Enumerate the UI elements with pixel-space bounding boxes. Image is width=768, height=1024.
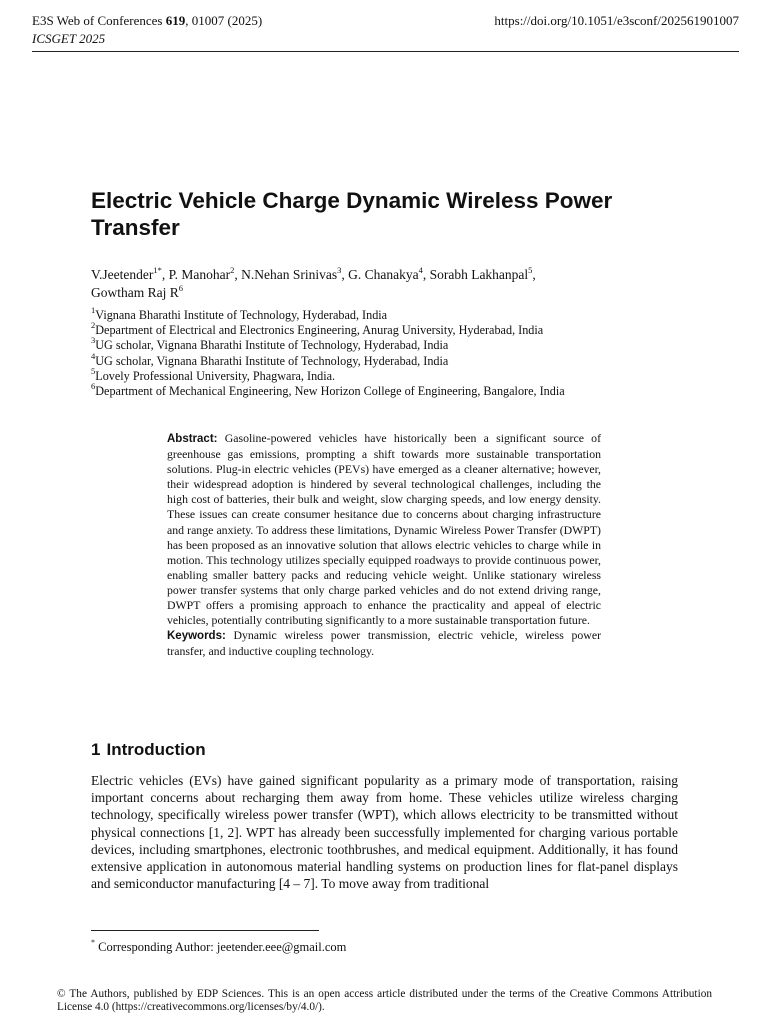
footnote [91, 936, 346, 955]
keywords-label: Keywords: [167, 630, 226, 643]
author-list [91, 266, 661, 302]
author-separator: , [161, 267, 169, 282]
affiliation [91, 350, 691, 369]
affiliation-text: Department of Electrical and Electronics Engineering, Anurag University, Hyderabad, India [95, 323, 544, 338]
abstract-text: Gasoline-powered vehicles have historically been a significant source of greenhouse gas emissions, prompting a shift towards more sustainable transportation solutions. Plug-in electric vehicles (PEVs) have emerged as a cleaner alternative; however, their widespread adoption is hindered by several technological challenges, including the high cost of batteries, their bulk and weight, slow charging speeds, and low energy density. These issues can create consumer hesitance due to concerns about charging infrastructure and range anxiety. To address these limitations, Dynamic Wireless Power Transfer (DWPT) has been proposed as an innovative solution that allows electric vehicles to charge while in motion. This technology utilizes specially equipped roadways to provide continuous power, enabling smaller battery packs and reducing vehicle weight. Unlike stationary wireless power transfer systems that only charge parked vehicles and do not extend driving range, DWPT offers a promising approach to enhance the practicality and appeal of electric vehicles, potentially contributing significantly to a more sustainable transportation future. [167, 431, 602, 628]
header-divider [32, 51, 739, 52]
affiliation [91, 304, 691, 323]
abstract-block [167, 431, 601, 659]
running-header-left [32, 12, 262, 48]
author [91, 264, 169, 282]
author-separator: , [341, 267, 349, 282]
author-separator: , [234, 267, 242, 282]
affiliation-mark: 3 [91, 335, 96, 346]
journal-citation [32, 12, 262, 30]
keywords-text: Dynamic wireless power transmission, electric vehicle, wireless power transfer, and inductive coupling technology. [167, 628, 601, 659]
author [168, 264, 242, 282]
affiliation-text: Department of Mechanical Engineering, New Horizon College of Engineering, Bangalore, India [95, 384, 565, 399]
author-affiliation-mark: 2 [230, 264, 235, 275]
abstract-paragraph [167, 431, 601, 628]
footnote-mark: * [91, 938, 95, 947]
author-name: Sorabh Lakhanpal [429, 267, 529, 282]
section-heading [91, 739, 206, 761]
author-affiliation-mark: 3 [337, 264, 342, 275]
author-name: P. Manohar [168, 267, 231, 282]
affiliation-mark: 4 [91, 350, 96, 361]
author-affiliation-mark: 4 [418, 264, 423, 275]
affiliation-mark: 6 [91, 380, 96, 391]
author-name: N.Nehan Srinivas [241, 267, 338, 282]
introduction-body [91, 772, 678, 892]
author-name: V.Jeetender [91, 267, 154, 282]
author [348, 264, 430, 282]
footnote-divider [91, 930, 319, 931]
affiliation [91, 365, 691, 384]
affiliation-list [91, 304, 691, 399]
affiliation [91, 335, 691, 353]
license-notice: © The Authors, published by EDP Sciences. This is an open access article distributed under the terms of the Creative Commons Attribution License 4.0 (https://creativecommons.org/licenses/by/4.0/). [57, 988, 712, 1013]
author-separator: , [532, 267, 536, 282]
doi-link[interactable]: https://doi.org/10.1051/e3sconf/202561901007 [494, 13, 739, 28]
author-name: G. Chanakya [348, 267, 419, 282]
section-title: Introduction [106, 740, 206, 759]
affiliation-text: UG scholar, Vignana Bharathi Institute of Technology, Hyderabad, India [95, 338, 449, 353]
author-affiliation-mark: 6 [178, 282, 183, 293]
author [91, 282, 183, 300]
article-info: , 01007 (2025) [185, 13, 263, 28]
journal-name: E3S Web of Conferences [32, 13, 163, 28]
affiliation-mark: 5 [91, 365, 96, 376]
conference-name: ICSGET 2025 [32, 31, 106, 46]
author [241, 264, 349, 282]
affiliation [91, 320, 691, 338]
affiliation-text: Vignana Bharathi Institute of Technology, Hyderabad, India [95, 308, 388, 322]
author-affiliation-mark: 5 [528, 264, 533, 275]
footnote-text: Corresponding Author: jeetender.eee@gmail.com [98, 940, 347, 955]
affiliation-text: Lovely Professional University, Phagwara, India. [95, 368, 336, 383]
journal-volume: 619 [165, 13, 186, 28]
abstract-label: Abstract: [167, 433, 218, 445]
keywords-paragraph [167, 628, 601, 659]
affiliation [91, 380, 691, 399]
author [429, 264, 536, 282]
affiliation-mark: 1 [91, 304, 96, 315]
author-name: Gowtham Raj R [91, 285, 179, 300]
paper-title: Electric Vehicle Charge Dynamic Wireless Power Transfer [91, 188, 613, 240]
affiliation-text: UG scholar, Vignana Bharathi Institute of Technology, Hyderabad, India [95, 353, 449, 368]
author-separator: , [422, 267, 430, 282]
affiliation-mark: 2 [91, 320, 96, 331]
author-affiliation-mark: 1* [153, 264, 162, 275]
introduction-paragraph: Electric vehicles (EVs) have gained significant popularity as a primary mode of transportation, raising important concerns about recharging them away from home. These vehicles utilize wireless charging technology, specifically wireless power transfer (WPT), which allows electricity to be transmitted without physical connections [1, 2]. WPT has already been successfully implemented for charging various portable devices, including smartphones, electronic toothbrushes, and medical equipment. Additionally, it has found extensive application in autonomous material handling systems on production lines for flat-panel displays and semiconductor manufacturing [4 – 7]. To move away from traditional [91, 773, 678, 892]
section-number: 1 [91, 740, 101, 759]
